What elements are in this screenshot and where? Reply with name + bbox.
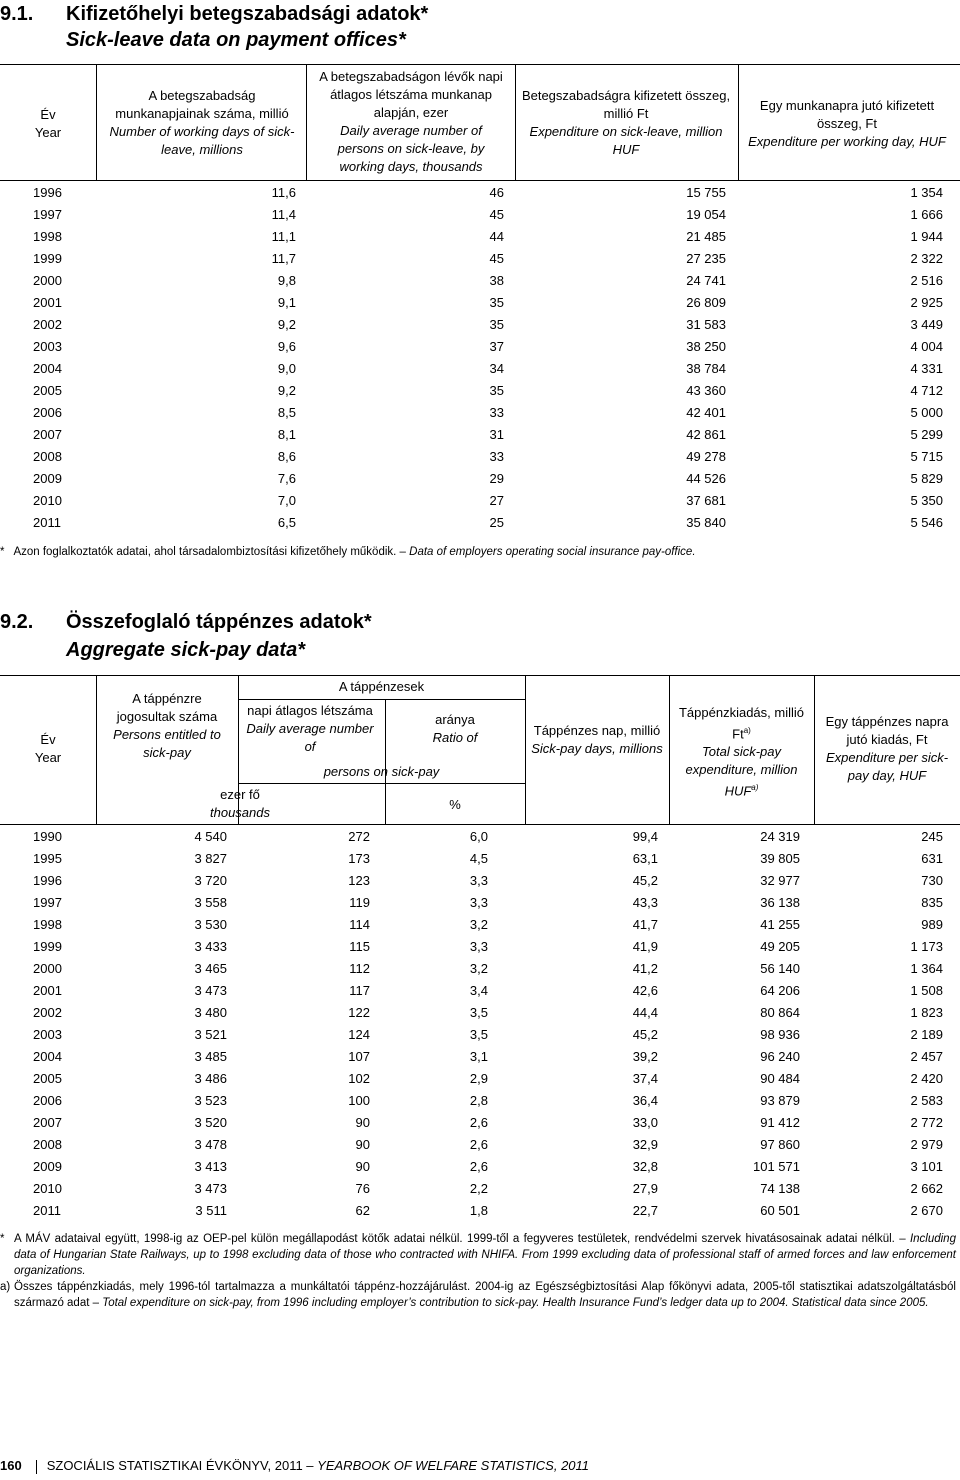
cell-expenditure: 96 240 bbox=[760, 1049, 800, 1064]
cell-days: 32,9 bbox=[632, 1137, 658, 1152]
cell-expenditure: 21 485 bbox=[686, 229, 726, 244]
table2-footnote-star-mark: * bbox=[0, 1233, 5, 1245]
cell-per-day: 245 bbox=[921, 829, 943, 844]
cell-ratio: 2,9 bbox=[469, 1071, 488, 1086]
cell-entitled: 3 485 bbox=[194, 1049, 227, 1064]
cell-working-days: 9,1 bbox=[277, 295, 296, 310]
cell-year: 2000 bbox=[33, 961, 62, 976]
cell-ratio: 6,0 bbox=[469, 829, 488, 844]
cell-daily-average: 122 bbox=[348, 1005, 370, 1020]
table2-title-hu: Összefoglaló táppénzes adatok* bbox=[66, 611, 372, 633]
cell-ratio: 2,6 bbox=[469, 1115, 488, 1130]
table1-divider bbox=[96, 64, 97, 180]
table2-group-rule bbox=[238, 699, 525, 700]
table2-divider bbox=[96, 675, 97, 824]
cell-days: 27,9 bbox=[632, 1181, 658, 1196]
table1-footnote: * Azon foglalkoztatók adatai, ahol társadalombiztosítási kifizetőhely működik. – Data of employers operating social insurance pay-office. bbox=[0, 546, 696, 558]
cell-working-days: 11,1 bbox=[271, 229, 296, 244]
cell-entitled: 3 473 bbox=[194, 1181, 227, 1196]
table2-header-unit-percent: % bbox=[449, 797, 461, 812]
cell-entitled: 3 523 bbox=[194, 1093, 227, 1108]
cell-days: 37,4 bbox=[632, 1071, 658, 1086]
cell-expenditure: 32 977 bbox=[760, 873, 800, 888]
cell-daily-average: 115 bbox=[349, 939, 370, 954]
cell-per-day: 2 516 bbox=[910, 273, 943, 288]
cell-working-days: 11,7 bbox=[271, 251, 296, 266]
cell-working-days: 6,5 bbox=[277, 515, 296, 530]
cell-days: 41,2 bbox=[632, 961, 658, 976]
table2-divider bbox=[525, 675, 526, 824]
cell-daily-average: 25 bbox=[489, 515, 504, 530]
cell-entitled: 3 465 bbox=[194, 961, 227, 976]
cell-daily-average: 35 bbox=[489, 295, 504, 310]
cell-expenditure: 60 501 bbox=[760, 1203, 800, 1218]
cell-per-day: 5 715 bbox=[910, 449, 943, 464]
cell-year: 2004 bbox=[33, 1049, 62, 1064]
cell-ratio: 3,1 bbox=[469, 1049, 488, 1064]
cell-year: 2000 bbox=[33, 273, 62, 288]
table1-header-per-day: Egy munkanapra jutó kifizetett összeg, Ft Expenditure per working day, HUF bbox=[748, 98, 946, 149]
cell-year: 2007 bbox=[33, 427, 62, 442]
cell-daily-average: 124 bbox=[348, 1027, 370, 1042]
cell-daily-average: 33 bbox=[489, 405, 504, 420]
table2-header-year: Év Year bbox=[34, 732, 62, 765]
cell-year: 2009 bbox=[33, 1159, 62, 1174]
cell-expenditure: 80 864 bbox=[760, 1005, 800, 1020]
cell-ratio: 3,5 bbox=[469, 1005, 488, 1020]
cell-year: 1999 bbox=[33, 939, 62, 954]
cell-days: 32,8 bbox=[632, 1159, 658, 1174]
cell-expenditure: 38 250 bbox=[686, 339, 726, 354]
cell-working-days: 9,8 bbox=[277, 273, 296, 288]
cell-entitled: 3 558 bbox=[194, 895, 227, 910]
cell-expenditure: 42 861 bbox=[686, 427, 726, 442]
cell-expenditure: 98 936 bbox=[760, 1027, 800, 1042]
cell-daily-average: 117 bbox=[349, 983, 370, 998]
cell-days: 44,4 bbox=[632, 1005, 658, 1020]
cell-expenditure: 41 255 bbox=[760, 917, 800, 932]
cell-ratio: 3,3 bbox=[469, 939, 488, 954]
cell-expenditure: 93 879 bbox=[760, 1093, 800, 1108]
table1-header-daily-average: A betegszabadságon lévők napi átlagos létszáma munkanap alapján, ezer Daily average number of persons on sick-leave, by working days, thousands bbox=[319, 69, 503, 174]
table2-header-per-day: Egy táppénzes napra jutó kiadás, Ft Expenditure per sick-pay day, HUF bbox=[825, 714, 949, 783]
cell-per-day: 4 712 bbox=[910, 383, 943, 398]
table2-divider bbox=[814, 675, 815, 824]
cell-per-day: 2 772 bbox=[910, 1115, 943, 1130]
cell-daily-average: 90 bbox=[355, 1115, 370, 1130]
cell-year: 2009 bbox=[33, 471, 62, 486]
cell-per-day: 1 666 bbox=[910, 207, 943, 222]
cell-working-days: 7,6 bbox=[277, 471, 296, 486]
table2-number: 9.2. bbox=[0, 611, 34, 633]
cell-per-day: 1 173 bbox=[910, 939, 943, 954]
cell-daily-average: 46 bbox=[489, 185, 504, 200]
cell-year: 1996 bbox=[33, 185, 62, 200]
cell-year: 2010 bbox=[33, 493, 62, 508]
table2-header-rule bbox=[0, 824, 960, 825]
cell-days: 33,0 bbox=[632, 1115, 658, 1130]
cell-per-day: 1 364 bbox=[910, 961, 943, 976]
cell-ratio: 3,5 bbox=[469, 1027, 488, 1042]
cell-entitled: 3 480 bbox=[194, 1005, 227, 1020]
cell-expenditure: 15 755 bbox=[686, 185, 726, 200]
cell-per-day: 2 189 bbox=[910, 1027, 943, 1042]
table2-divider bbox=[669, 675, 670, 824]
cell-entitled: 3 827 bbox=[194, 851, 227, 866]
cell-expenditure: 35 840 bbox=[686, 515, 726, 530]
cell-working-days: 9,0 bbox=[277, 361, 296, 376]
cell-working-days: 11,6 bbox=[271, 185, 296, 200]
cell-daily-average: 76 bbox=[355, 1181, 370, 1196]
cell-year: 2010 bbox=[33, 1181, 62, 1196]
cell-year: 1996 bbox=[33, 873, 62, 888]
cell-ratio: 2,6 bbox=[469, 1137, 488, 1152]
cell-daily-average: 173 bbox=[348, 851, 370, 866]
cell-daily-average: 31 bbox=[489, 427, 504, 442]
cell-working-days: 11,4 bbox=[271, 207, 296, 222]
cell-per-day: 1 944 bbox=[910, 229, 943, 244]
cell-daily-average: 45 bbox=[489, 207, 504, 222]
table2-footnote-a-mark: a) bbox=[0, 1281, 11, 1293]
cell-year: 2003 bbox=[33, 339, 62, 354]
table2-header-daily: napi átlagos létszáma Daily average number of bbox=[246, 703, 374, 754]
cell-year: 2002 bbox=[33, 1005, 62, 1020]
cell-year: 2005 bbox=[33, 1071, 62, 1086]
cell-expenditure: 19 054 bbox=[686, 207, 726, 222]
cell-daily-average: 102 bbox=[348, 1071, 370, 1086]
cell-year: 1997 bbox=[33, 895, 62, 910]
cell-year: 2011 bbox=[33, 515, 61, 530]
cell-per-day: 3 449 bbox=[910, 317, 943, 332]
cell-expenditure: 24 741 bbox=[686, 273, 726, 288]
cell-ratio: 3,4 bbox=[469, 983, 488, 998]
cell-entitled: 3 433 bbox=[194, 939, 227, 954]
cell-year: 1998 bbox=[33, 229, 62, 244]
cell-ratio: 3,2 bbox=[469, 961, 488, 976]
cell-per-day: 1 354 bbox=[910, 185, 943, 200]
cell-working-days: 9,2 bbox=[277, 383, 296, 398]
cell-year: 2003 bbox=[33, 1027, 62, 1042]
cell-year: 1997 bbox=[33, 207, 62, 222]
table2-footnote-a: Összes táppénzkiadás, mely 1996-tól tartalmazza a munkáltatói táppénz-hozzájárulást. 2004-ig az Egészségbiztosítási Alap főkönyvi adata, 2005-től statisztikai adatszolgáltatásból származó adat – Total expenditure on sick-pay, from 1996 including employer’s contribution to sick-pay. Health Insurance Fund’s ledger data up to 2004. Statistical data since 2005. bbox=[14, 1281, 956, 1309]
cell-days: 45,2 bbox=[632, 873, 658, 888]
cell-per-day: 2 662 bbox=[910, 1181, 943, 1196]
cell-year: 1999 bbox=[33, 251, 62, 266]
cell-expenditure: 64 206 bbox=[760, 983, 800, 998]
cell-entitled: 3 720 bbox=[194, 873, 227, 888]
cell-per-day: 5 829 bbox=[910, 471, 943, 486]
cell-entitled: 4 540 bbox=[194, 829, 227, 844]
cell-expenditure: 49 205 bbox=[760, 939, 800, 954]
cell-ratio: 3,3 bbox=[469, 895, 488, 910]
cell-per-day: 4 004 bbox=[910, 339, 943, 354]
cell-expenditure: 36 138 bbox=[760, 895, 800, 910]
table2-header-ratio: aránya Ratio of bbox=[432, 712, 478, 745]
cell-working-days: 8,1 bbox=[277, 427, 296, 442]
table2-title-en: Aggregate sick-pay data* bbox=[66, 639, 305, 661]
cell-per-day: 5 546 bbox=[910, 515, 943, 530]
cell-days: 39,2 bbox=[632, 1049, 658, 1064]
cell-daily-average: 62 bbox=[355, 1203, 370, 1218]
cell-year: 2008 bbox=[33, 1137, 62, 1152]
cell-ratio: 3,3 bbox=[469, 873, 488, 888]
table1-top-rule bbox=[0, 64, 960, 65]
cell-per-day: 5 350 bbox=[910, 493, 943, 508]
table2-divider bbox=[385, 699, 386, 824]
table2-header-persons: persons on sick-pay bbox=[323, 764, 440, 779]
page-number: 160 bbox=[0, 1458, 22, 1473]
cell-daily-average: 44 bbox=[489, 229, 504, 244]
cell-days: 63,1 bbox=[632, 851, 658, 866]
cell-per-day: 2 583 bbox=[910, 1093, 943, 1108]
page-footer bbox=[0, 1458, 589, 1474]
cell-year: 2005 bbox=[33, 383, 62, 398]
cell-per-day: 2 420 bbox=[910, 1071, 943, 1086]
cell-per-day: 4 331 bbox=[910, 361, 943, 376]
cell-year: 2002 bbox=[33, 317, 62, 332]
cell-expenditure: 56 140 bbox=[760, 961, 800, 976]
cell-year: 2006 bbox=[33, 405, 62, 420]
cell-days: 43,3 bbox=[632, 895, 658, 910]
cell-per-day: 5 000 bbox=[910, 405, 943, 420]
cell-entitled: 3 486 bbox=[194, 1071, 227, 1086]
cell-expenditure: 97 860 bbox=[760, 1137, 800, 1152]
cell-ratio: 2,8 bbox=[469, 1093, 488, 1108]
cell-daily-average: 34 bbox=[489, 361, 504, 376]
cell-per-day: 1 508 bbox=[910, 983, 943, 998]
cell-entitled: 3 473 bbox=[194, 983, 227, 998]
cell-expenditure: 43 360 bbox=[686, 383, 726, 398]
cell-daily-average: 35 bbox=[489, 317, 504, 332]
cell-ratio: 4,5 bbox=[469, 851, 488, 866]
cell-per-day: 835 bbox=[921, 895, 943, 910]
cell-expenditure: 44 526 bbox=[686, 471, 726, 486]
cell-per-day: 5 299 bbox=[910, 427, 943, 442]
cell-per-day: 2 925 bbox=[910, 295, 943, 310]
cell-working-days: 7,0 bbox=[277, 493, 296, 508]
cell-expenditure: 26 809 bbox=[686, 295, 726, 310]
cell-working-days: 8,6 bbox=[277, 449, 296, 464]
table2-unit-rule bbox=[238, 783, 525, 784]
cell-days: 41,9 bbox=[632, 939, 658, 954]
cell-entitled: 3 511 bbox=[195, 1203, 227, 1218]
cell-daily-average: 37 bbox=[489, 339, 504, 354]
table1-number: 9.1. bbox=[0, 3, 34, 25]
cell-expenditure: 31 583 bbox=[686, 317, 726, 332]
cell-expenditure: 38 784 bbox=[686, 361, 726, 376]
cell-entitled: 3 413 bbox=[194, 1159, 227, 1174]
cell-entitled: 3 530 bbox=[194, 917, 227, 932]
cell-days: 99,4 bbox=[632, 829, 658, 844]
cell-expenditure: 42 401 bbox=[686, 405, 726, 420]
footer-separator bbox=[36, 1460, 37, 1474]
cell-working-days: 9,6 bbox=[277, 339, 296, 354]
cell-daily-average: 90 bbox=[355, 1159, 370, 1174]
cell-expenditure: 101 571 bbox=[753, 1159, 800, 1174]
table2-header-unit-thousand: ezer fő thousands bbox=[210, 787, 270, 820]
cell-daily-average: 29 bbox=[489, 471, 504, 486]
cell-year: 1990 bbox=[33, 829, 62, 844]
cell-per-day: 2 457 bbox=[910, 1049, 943, 1064]
cell-daily-average: 27 bbox=[489, 493, 504, 508]
cell-year: 1995 bbox=[33, 851, 62, 866]
cell-daily-average: 100 bbox=[348, 1093, 370, 1108]
cell-per-day: 1 823 bbox=[910, 1005, 943, 1020]
cell-year: 2004 bbox=[33, 361, 62, 376]
footer-title-en: YEARBOOK OF WELFARE STATISTICS, 2011 bbox=[317, 1458, 590, 1473]
cell-per-day: 3 101 bbox=[910, 1159, 943, 1174]
cell-ratio: 1,8 bbox=[469, 1203, 488, 1218]
footer-title-hu: SZOCIÁLIS STATISZTIKAI ÉVKÖNYV, 2011 – bbox=[46, 1458, 314, 1473]
cell-daily-average: 119 bbox=[349, 895, 370, 910]
cell-expenditure: 37 681 bbox=[686, 493, 726, 508]
cell-ratio: 2,6 bbox=[469, 1159, 488, 1174]
cell-days: 42,6 bbox=[632, 983, 658, 998]
table1-header-working-days: A betegszabadság munkanapjainak száma, millió Number of working days of sick-leave, millions bbox=[109, 88, 295, 157]
table1-title-en: Sick-leave data on payment offices* bbox=[66, 29, 406, 51]
cell-days: 36,4 bbox=[632, 1093, 658, 1108]
cell-days: 45,2 bbox=[632, 1027, 658, 1042]
cell-year: 2001 bbox=[33, 983, 62, 998]
cell-daily-average: 123 bbox=[348, 873, 370, 888]
cell-per-day: 2 322 bbox=[910, 251, 943, 266]
cell-daily-average: 38 bbox=[489, 273, 504, 288]
cell-daily-average: 90 bbox=[355, 1137, 370, 1152]
table2-header-group: A táppénzesek bbox=[338, 679, 425, 694]
cell-expenditure: 24 319 bbox=[760, 829, 800, 844]
cell-daily-average: 112 bbox=[349, 961, 370, 976]
cell-year: 2006 bbox=[33, 1093, 62, 1108]
cell-per-day: 989 bbox=[921, 917, 943, 932]
cell-daily-average: 107 bbox=[348, 1049, 370, 1064]
cell-entitled: 3 521 bbox=[194, 1027, 227, 1042]
cell-days: 41,7 bbox=[632, 917, 658, 932]
cell-daily-average: 33 bbox=[489, 449, 504, 464]
table1-divider bbox=[738, 64, 739, 180]
table2-top-rule bbox=[0, 675, 960, 676]
cell-expenditure: 27 235 bbox=[686, 251, 726, 266]
table1-header-expenditure: Betegszabadságra kifizetett összeg, millió Ft Expenditure on sick-leave, million HUF bbox=[521, 88, 731, 157]
cell-ratio: 3,2 bbox=[469, 917, 488, 932]
cell-entitled: 3 520 bbox=[194, 1115, 227, 1130]
cell-per-day: 730 bbox=[921, 873, 943, 888]
table1-title-hu: Kifizetőhelyi betegszabadsági adatok* bbox=[66, 3, 429, 25]
table1-divider bbox=[306, 64, 307, 180]
cell-expenditure: 39 805 bbox=[760, 851, 800, 866]
cell-year: 2007 bbox=[33, 1115, 62, 1130]
cell-year: 1998 bbox=[33, 917, 62, 932]
table2-header-expenditure: Táppénzkiadás, millió Ft$^{a)}$ Total sick-pay expenditure, million HUF$^{a)}$ bbox=[678, 705, 804, 799]
cell-year: 2011 bbox=[33, 1203, 61, 1218]
table1-divider bbox=[515, 64, 516, 180]
cell-entitled: 3 478 bbox=[194, 1137, 227, 1152]
cell-ratio: 2,2 bbox=[469, 1181, 488, 1196]
cell-per-day: 2 670 bbox=[910, 1203, 943, 1218]
cell-daily-average: 35 bbox=[489, 383, 504, 398]
table2-header-days: Táppénzes nap, millió Sick-pay days, millions bbox=[531, 723, 663, 756]
cell-per-day: 2 979 bbox=[910, 1137, 943, 1152]
cell-year: 2001 bbox=[33, 295, 62, 310]
table2-header-entitled: A táppénzre jogosultak száma Persons entitled to sick-pay bbox=[113, 691, 221, 760]
cell-year: 2008 bbox=[33, 449, 62, 464]
cell-expenditure: 90 484 bbox=[760, 1071, 800, 1086]
table2-footnote-star: A MÁV adataival együtt, 1998-ig az OEP-pel külön megállapodást kötők adatai nélkül. 1999-től a fegyveres testületek, rendvédelmi szervek hivatásosainak adatai nélkül. – Including data of Hungarian State Railways, up to 1998 excluding data of those who contracted with NHIFA. From 1999 excluding data of professional staff of armed forces and law enforcement organizations. bbox=[14, 1233, 956, 1277]
cell-expenditure: 74 138 bbox=[760, 1181, 800, 1196]
cell-working-days: 8,5 bbox=[277, 405, 296, 420]
cell-daily-average: 114 bbox=[349, 917, 370, 932]
cell-working-days: 9,2 bbox=[277, 317, 296, 332]
cell-daily-average: 272 bbox=[348, 829, 370, 844]
cell-per-day: 631 bbox=[921, 851, 943, 866]
table1-header-year: Év Year bbox=[34, 107, 62, 140]
cell-daily-average: 45 bbox=[489, 251, 504, 266]
cell-expenditure: 49 278 bbox=[686, 449, 726, 464]
cell-expenditure: 91 412 bbox=[760, 1115, 800, 1130]
cell-days: 22,7 bbox=[632, 1203, 658, 1218]
table1-header-rule bbox=[0, 180, 960, 181]
